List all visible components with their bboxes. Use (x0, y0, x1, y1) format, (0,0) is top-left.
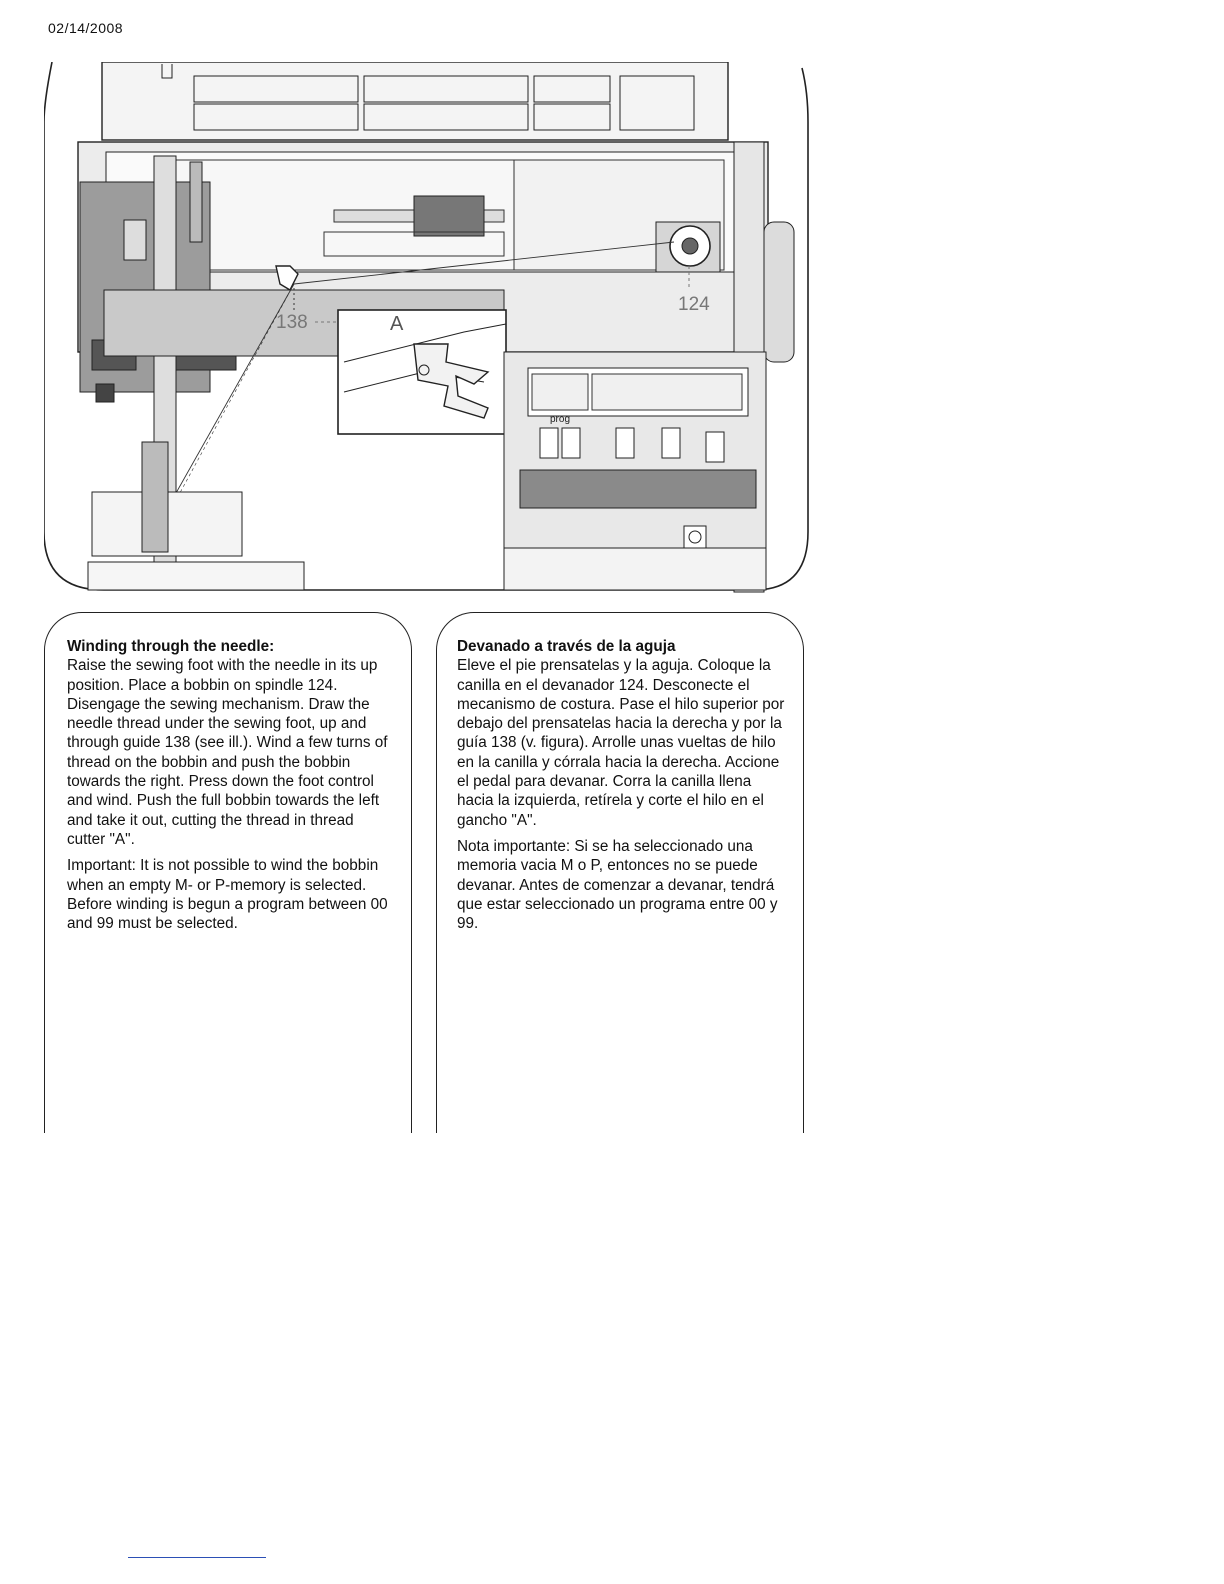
spanish-instructions-panel (436, 612, 804, 1133)
footer-rule (128, 1557, 266, 1558)
prog-label: prog (550, 414, 571, 425)
guide-label-138: 138 (276, 312, 308, 333)
english-body: Raise the sewing foot with the needle in its up position. Place a bobbin on spindle 124. Disengage the sewing mechanism. Draw the needle thread under the sewing foot, up and through guide 138 (see ill.). Wind a few turns of thread on the bobbin and push the bobbin towards the right. Press down the foot control and wind. Push the full bobbin towards the left and take it out, cutting the thread in thread cutter "A". (67, 657, 388, 848)
page-date: 02/14/2008 (48, 20, 124, 36)
english-instructions-panel (44, 612, 412, 1133)
sewing-machine-illustration (44, 62, 810, 594)
spanish-note: Nota importante: Si se ha seleccionado una memoria vacia M o P, entonces no se puede devanar. Antes de comenzar a devanar, tendrá que estar seleccionado un programa entre 00 y 99. (457, 837, 778, 933)
spindle-label-124: 124 (678, 294, 710, 315)
spanish-heading: Devanado a través de la aguja (457, 638, 676, 655)
english-heading: Winding through the needle: (67, 638, 275, 655)
english-note: Important: It is not possible to wind the bobbin when an empty M- or P-memory is selected. Before winding is begun a program between 00 and 99 must be selected. (67, 857, 388, 933)
spanish-body: Eleve el pie prensatelas y la aguja. Coloque la canilla en el devanador 124. Desconecte el mecanismo de costura. Pase el hilo superior por debajo del prensatelas hacia la derecha y por la guía 138 (v. figura). Arrolle unas vueltas de hilo en la canilla y córrala hacia la derecha. Accione el pedal para devanar. Corra la canilla llena hacia la izquierda, retírela y corte el hilo en el gancho "A". (457, 657, 785, 829)
cutter-label-a: A (390, 313, 404, 335)
